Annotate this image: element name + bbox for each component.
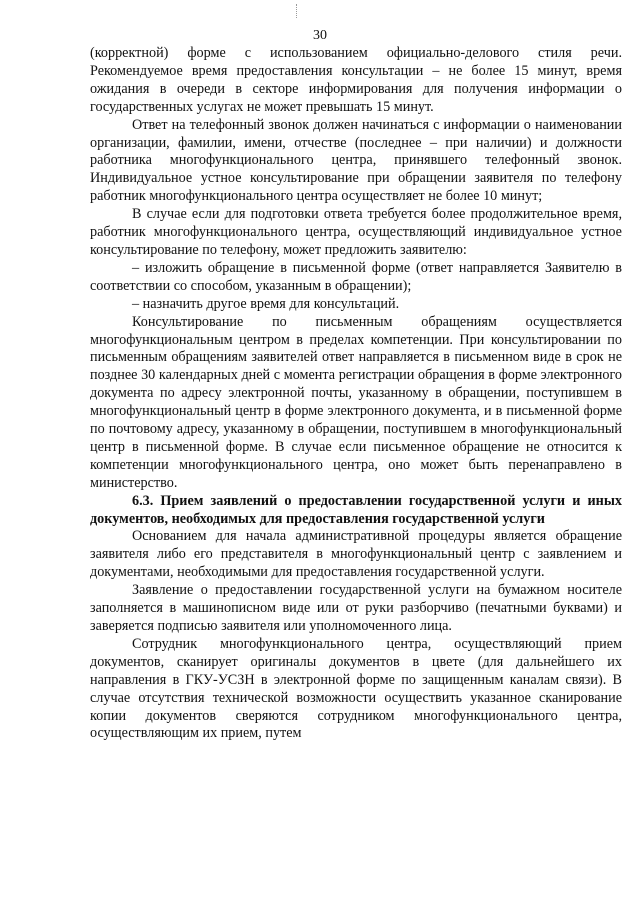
page-number: 30 <box>313 28 327 43</box>
document-body <box>90 45 622 743</box>
paragraph: Основанием для начала административной процедуры является обращение заявителя либо его представителя в многофункциональный центр с заявлением и документами, необходимыми для предоставления государственной услуги. <box>90 528 622 581</box>
paragraph: В случае если для подготовки ответа требуется более продолжительное время, работник многофункционального центра, осуществляющий индивидуальное устное консультирование по телефону, может предложить заявителю: <box>90 206 622 258</box>
paragraph: Консультирование по письменным обращениям осуществляется многофункциональным центром в пределах компетенции. При консультировании по письменным обращениям заявителей ответ направляется в письменном виде в срок не позднее 30 календарных дней с момента регистрации обращения в форме электронного документа по адресу электронной почты, указанному в обращении, поступившем в многофункциональный центр в форме электронного документа, и в письменной форме по почтовому адресу, указанному в обращении, поступившем в многофункциональный центр в письменной форме. В случае если письменное обращение не относится к компетенции многофункционального центра, оно может быть перенаправлено в министерство. <box>90 313 622 491</box>
list-item: – изложить обращение в письменной форме (ответ направляется Заявителю в соответствии со способом, указанным в обращении); <box>90 259 622 294</box>
paragraph: (корректной) форме с использованием официально-делового стиля речи. Рекомендуемое время предоставления консультации – не более 15 минут, время ожидания в очереди в секторе информирования для получения информации о государственных услугах не может превышать 15 минут. <box>90 45 622 115</box>
paragraph: Заявление о предоставлении государственной услуги на бумажном носителе заполняется в машинописном виде или от руки разборчиво (печатными буквами) и заверяется подписью заявителя или уполномоченного лица. <box>90 582 622 634</box>
list-item: – назначить другое время для консультаций. <box>132 295 400 312</box>
paragraph: Сотрудник многофункционального центра, осуществляющий прием документов, сканирует оригиналы документов в цвете (для дальнейшего их направления в ГКУ-УСЗН в электронной форме по защищенным каналам связи). В случае отсутствия технической возможности осуществить указанное сканирование копии документов сверяются сотрудником многофункционального центра, осуществляющим их прием, путем <box>90 635 622 742</box>
scan-mark <box>296 4 298 18</box>
paragraph: Ответ на телефонный звонок должен начинаться с информации о наименовании организации, фамилии, имени, отчестве (последнее – при наличии) и должности работника многофункционального центра, принявшего телефонный звонок. Индивидуальное устное консультирование при обращении заявителя по телефону работник многофункционального центра осуществляет не более 10 минут; <box>90 116 622 205</box>
section-heading: 6.3. Прием заявлений о предоставлении государственной услуги и иных документов, необходимых для предоставления государственной услуги <box>90 492 622 527</box>
